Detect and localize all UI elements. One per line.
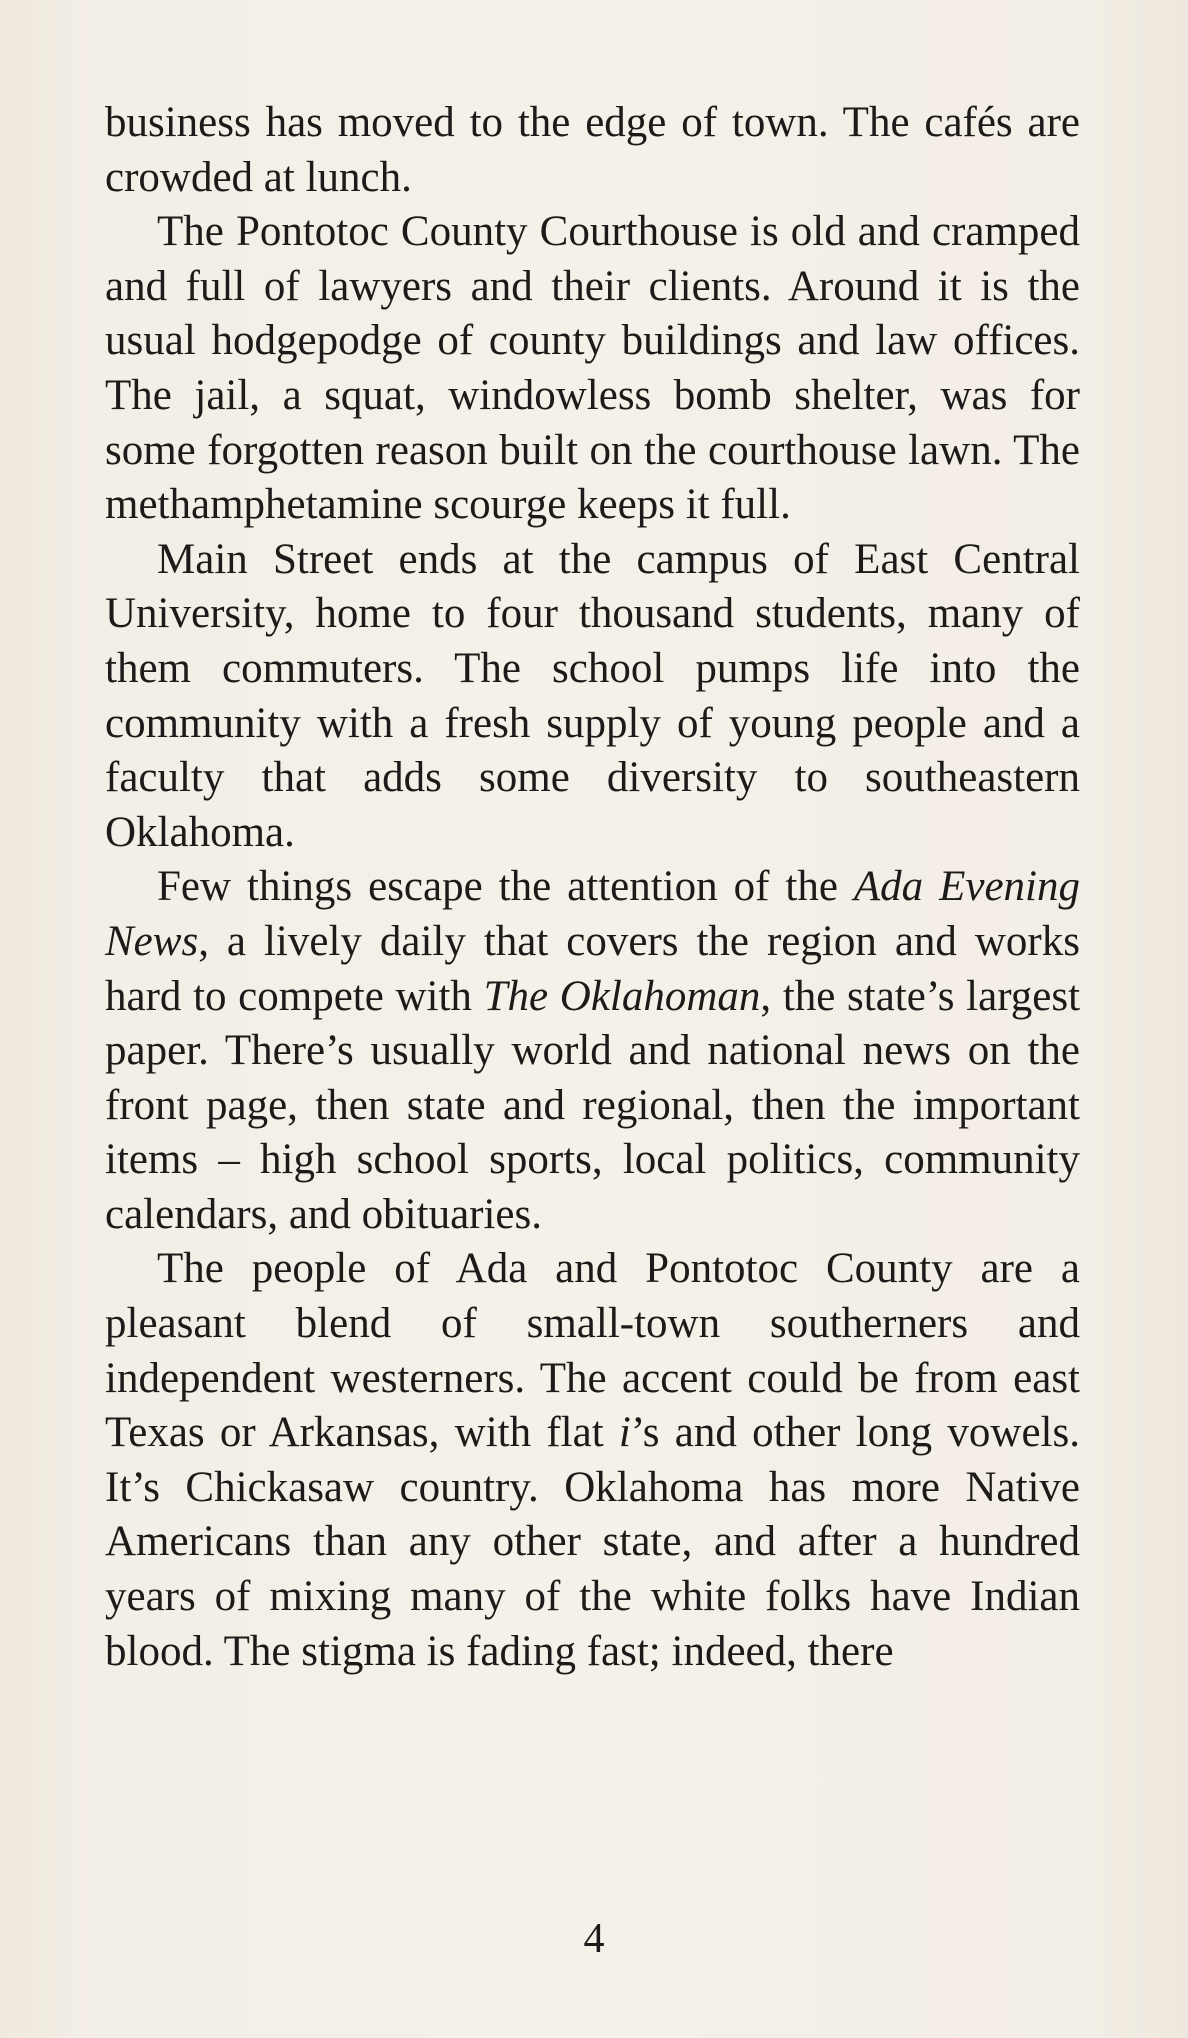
italic-title-text: Ada Evening News bbox=[105, 863, 1080, 965]
paragraph-text: , a lively daily that covers the region and works hard to compete with bbox=[105, 917, 1080, 1020]
paragraph bbox=[105, 205, 1080, 533]
paragraph-text: The Pontotoc County Courthouse is old and cramped and full of lawyers and their clients. Around it is the usual hodgepodge of county buildings and law offices. The jail, a squat, windowless bomb shelter, was for some forgotten reason built on the courthouse lawn. The methamphetamine scourge keeps it full. bbox=[105, 208, 1080, 529]
italic-title-text: The Oklahoman bbox=[483, 972, 761, 1020]
paragraph-text: business has moved to the edge of town. The cafés are crowded at lunch. bbox=[105, 99, 1080, 201]
paragraph bbox=[105, 860, 1080, 1242]
body-text bbox=[105, 96, 1080, 1679]
paragraph bbox=[105, 1242, 1080, 1679]
paragraph-text: The people of Ada and Pontotoc County are a pleasant blend of small-town southerners and independent westerners. The accent could be from east Texas or Arkansas, with flat bbox=[105, 1245, 1080, 1457]
paragraph-text: Few things escape the attention of the bbox=[157, 863, 854, 911]
paragraph bbox=[105, 533, 1080, 861]
paragraph-text: Main Street ends at the campus of East Central University, home to four thousand students, many of them commuters. The school pumps life into the community with a fresh supply of young people and a faculty that adds some diversity to southeastern Oklahoma. bbox=[105, 535, 1080, 856]
paragraph-text: , the state’s largest paper. There’s usually world and national news on the front page, then state and regional, then the important items – high school sports, local politics, community calendars, and obituaries. bbox=[105, 972, 1081, 1238]
paragraph bbox=[105, 96, 1080, 205]
italic-title-text: i bbox=[618, 1409, 631, 1457]
paragraph-text: ’s and other long vowels. It’s Chickasaw country. Oklahoma has more Native Americans than any other state, and after a hundred years of mixing many of the white folks have Indian blood. The stigma is fading fast; indeed, there bbox=[105, 1409, 1080, 1675]
page-number: 4 bbox=[583, 1916, 605, 1962]
